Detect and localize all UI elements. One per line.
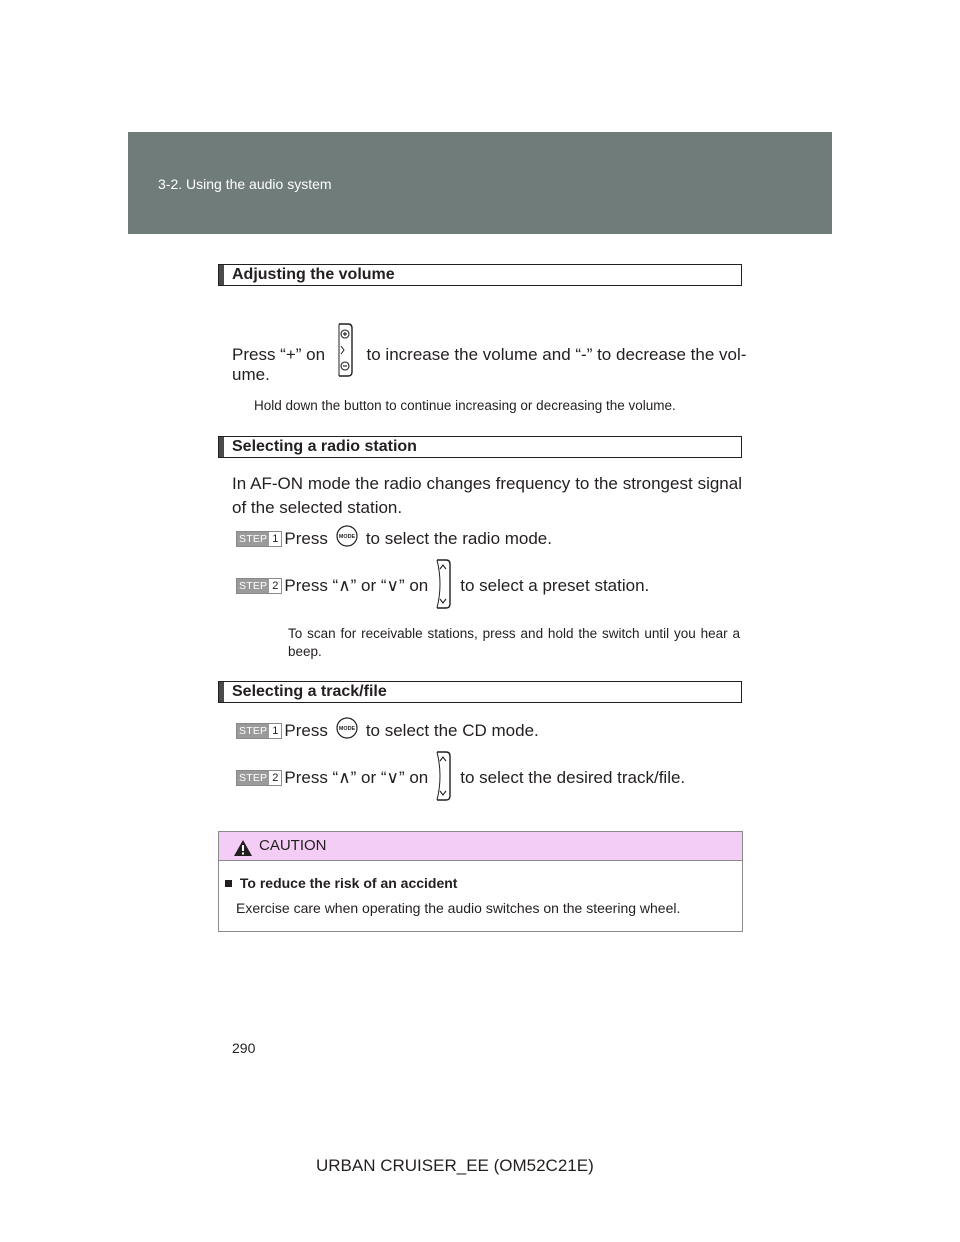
- radio-step-1-press: Press: [284, 528, 328, 548]
- radio-section-heading: [218, 436, 742, 458]
- volume-note: Hold down the button to continue increasing or decreasing the volume.: [254, 398, 676, 413]
- track-step-1-press: Press: [284, 720, 328, 740]
- mode-button-icon: [336, 525, 358, 552]
- heading-accent-bar: [219, 437, 224, 457]
- track-step-1: [236, 717, 539, 744]
- volume-instruction: [232, 324, 747, 387]
- track-step-2-text: to select the desired track/file.: [460, 768, 686, 787]
- radio-intro: In AF-ON mode the radio changes frequency to the strongest signal of the selected station.: [232, 474, 742, 517]
- step-2-badge: STEP 2: [236, 770, 282, 786]
- step-1-badge: STEP 1: [236, 531, 282, 547]
- radio-section-title: Selecting a radio station: [232, 438, 417, 455]
- track-step-2-press: Press “∧” or “∨” on: [284, 768, 429, 787]
- volume-switch-icon: [336, 322, 356, 385]
- radio-step-2: [236, 561, 649, 611]
- square-bullet-icon: [225, 880, 232, 887]
- page-number: 290: [232, 1040, 256, 1056]
- caution-box: [218, 831, 743, 932]
- mode-button-icon: [336, 717, 358, 744]
- seek-switch-icon: [434, 558, 454, 615]
- radio-note: To scan for receivable stations, press and hold the switch until you hear a beep.: [288, 626, 740, 659]
- seek-switch-icon: [434, 750, 454, 807]
- radio-step-2-text: to select a preset station.: [460, 576, 650, 595]
- caution-label: CAUTION: [259, 837, 327, 854]
- step-2-badge: STEP 2: [236, 578, 282, 594]
- svg-text:MODE: MODE: [338, 534, 355, 541]
- manual-footer: URBAN CRUISER_EE (OM52C21E): [316, 1156, 594, 1175]
- track-step-2: [236, 752, 685, 804]
- radio-step-2-press: Press “∧” or “∨” on: [284, 576, 429, 595]
- svg-text:MODE: MODE: [338, 726, 355, 733]
- caution-header: [219, 832, 742, 861]
- section-title: 3-2. Using the audio system: [158, 176, 332, 192]
- volume-text-c: ume.: [232, 365, 270, 384]
- track-section-title: Selecting a track/file: [232, 683, 387, 700]
- track-section-heading: [218, 681, 742, 703]
- caution-heading-row: [225, 875, 457, 891]
- track-step-1-text: to select the CD mode.: [365, 720, 539, 740]
- heading-accent-bar: [219, 265, 224, 285]
- volume-text-b: to increase the volume and “-” to decrease the vol-: [366, 344, 747, 364]
- caution-heading: To reduce the risk of an accident: [239, 875, 458, 891]
- warning-triangle-icon: [233, 839, 253, 862]
- radio-step-1: [236, 525, 552, 552]
- radio-step-1-text: to select the radio mode.: [365, 528, 552, 548]
- volume-section-heading: [218, 264, 742, 286]
- step-1-badge: STEP 1: [236, 723, 282, 739]
- heading-accent-bar: [219, 682, 224, 702]
- section-header-band: [128, 132, 832, 234]
- caution-text: Exercise care when operating the audio switches on the steering wheel.: [236, 900, 681, 916]
- volume-section-title: Adjusting the volume: [232, 266, 395, 283]
- volume-text-a: Press “+” on: [232, 344, 326, 364]
